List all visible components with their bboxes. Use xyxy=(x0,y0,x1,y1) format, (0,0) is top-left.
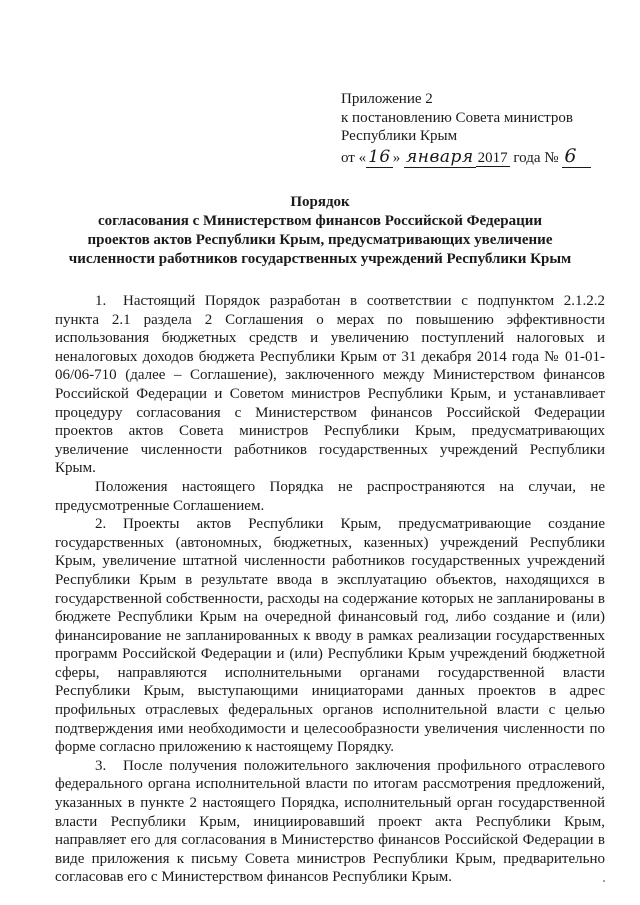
paragraph-text: Проекты актов Республики Крым, предусматривающие создание государственных (автономных, бюджетных, казенных) учреждений Республики Крым, увеличение штатной численности работников государственных учреждений Республики Крым в результате ввода в эксплуатацию объектов, находящихся в государственной собственности, расходы на содержание которых не запланированы в бюджете Республики Крым на очередной финансовый год, либо создание и (или) финансирование не запланированных к вводу в рамках реализации государственных программ Российской Федерации и (или) Республики Крым учреждений бюджетной сферы, направляются исполнительными органами государственной власти Республики Крым, выступающими инициаторами данных проектов в адрес профильных отраслевых федеральных органов исполнительной власти с целью подтверждения ими необходимости и целесообразности увеличения численности по форме согласно приложению к настоящему Порядку. xyxy=(55,516,605,756)
date-year: 2017 xyxy=(477,149,508,166)
handwritten-number: 6 xyxy=(562,145,591,168)
paragraph-number: 2. xyxy=(95,516,107,533)
title-heading: Порядок xyxy=(290,194,350,210)
paragraph-text: Положения настоящего Порядка не распространяются на случаи, не предусмотренные Соглашением. xyxy=(55,478,605,514)
paragraph-1-note xyxy=(55,478,605,515)
paragraph-number: 1. xyxy=(95,293,107,309)
annex-header xyxy=(341,90,611,167)
annex-resolution-line: к постановлению Совета министров xyxy=(341,109,573,126)
title-line-3: проектов актов Республики Крым, предусматривающих увеличение xyxy=(87,232,553,248)
date-year-suffix: года № xyxy=(513,149,563,166)
paragraph-2 xyxy=(55,515,605,757)
document-body xyxy=(55,292,605,887)
paragraph-number: 3. xyxy=(95,757,107,774)
handwritten-month: января xyxy=(406,146,474,167)
document-title xyxy=(40,193,600,269)
scan-speck xyxy=(603,880,605,882)
annex-date-line xyxy=(341,144,611,168)
date-prefix: от « xyxy=(341,149,367,166)
paragraph-1 xyxy=(55,292,605,478)
paragraph-text: Настоящий Порядок разработан в соответствии с подпунктом 2.1.2.2 пункта 2.1 раздела 2 Соглашения о мерах по повышению эффективности использования бюджетных средств и увеличению поступлений налоговых и неналоговых доходов бюджета Республики Крым от 31 декабря 2014 года № 01-01-06/06-710 (далее – Соглашение), заключенного между Министерством финансов Российской Федерации и Советом министров Республики Крым, и устанавливает процедуру согласования с Министерством финансов Российской Федерации проектов актов Совета министров Республики Крым, предусматривающих увеличение численности работников государственных учреждений Республики Крым. xyxy=(55,293,605,477)
annex-republic-line: Республики Крым xyxy=(341,128,458,144)
paragraph-3 xyxy=(55,757,605,887)
annex-title: Приложение 2 xyxy=(341,91,433,107)
paragraph-text: После получения положительного заключения профильного отраслевого федерального органа исполнительной власти по итогам рассмотрения предложений, указанных в пункте 2 настоящего Порядка, исполнительный орган государственной власти Республики Крым, инициировавший проект акта Республики Крым, направляет его для согласования в Министерство финансов Российской Федерации в виде приложения к письму Совета министров Республики Крым, предварительно согласовав его с Министерством финансов Республики Крым. xyxy=(55,757,605,886)
date-mid: » xyxy=(392,149,404,166)
title-line-2: согласования с Министерством финансов Российской Федерации xyxy=(97,213,543,229)
handwritten-day: 16 xyxy=(368,146,391,167)
title-line-4: численности работников государственных учреждений Республики Крым xyxy=(68,251,572,267)
